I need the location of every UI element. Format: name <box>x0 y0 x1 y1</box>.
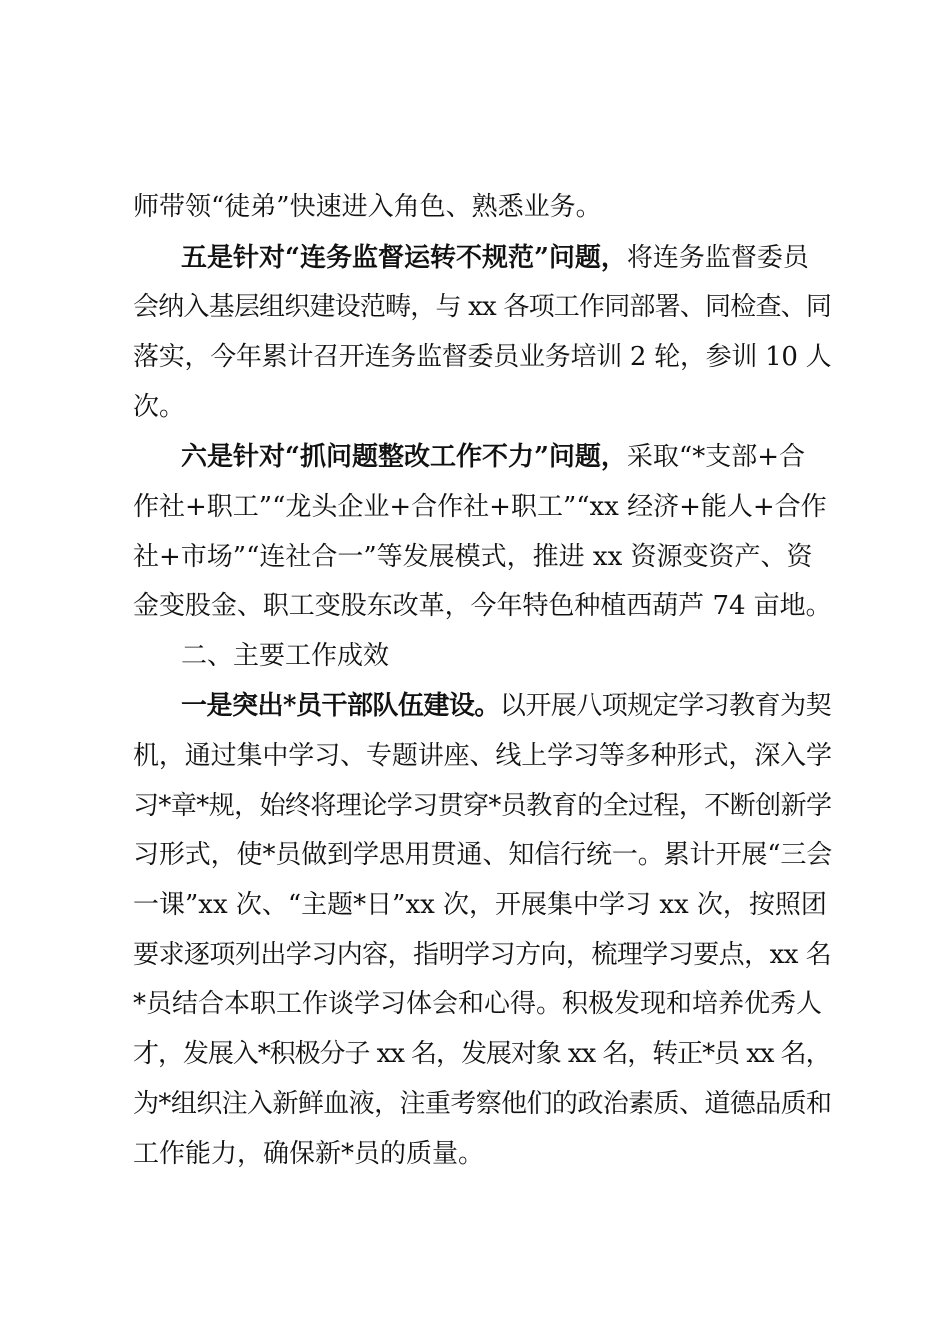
text-line <box>133 1128 832 1180</box>
text-line <box>133 181 832 233</box>
text-line <box>133 1028 832 1080</box>
text-line <box>133 879 832 931</box>
line-text: *员结合本职工作谈学习体会和心得。积极发现和培养优秀人 <box>133 989 823 1019</box>
line-text: 采取“*支部+合 <box>626 442 805 472</box>
line-text: 落实，今年累计召开连务监督委员业务培训 2 轮，参训 10 人 <box>133 342 832 372</box>
line-text: 会纳入基层组织建设范畴，与 xx 各项工作同部署、同检查、同 <box>133 292 832 322</box>
line-text: 二、主要工作成效 <box>181 641 390 671</box>
line-text: 次。 <box>133 392 186 422</box>
text-line <box>181 431 832 483</box>
line-text: 要求逐项列出学习内容，指明学习方向，梳理学习要点，xx 名 <box>133 940 832 970</box>
text-line <box>133 1078 832 1130</box>
text-line <box>133 281 832 333</box>
text-line <box>133 580 832 632</box>
line-text: 师带领“徒弟”快速进入角色、熟悉业务。 <box>133 192 602 222</box>
text-line <box>181 630 832 682</box>
text-line <box>133 531 832 583</box>
line-text: 一课”xx 次、“主题*日”xx 次，开展集中学习 xx 次，按照团 <box>133 890 827 920</box>
line-text: 工作能力，确保新*员的质量。 <box>133 1139 485 1169</box>
text-line <box>133 780 832 832</box>
text-line <box>133 481 832 533</box>
line-text: 金变股金、职工变股东改革，今年特色种植西葫芦 74 亩地。 <box>133 591 832 621</box>
text-line <box>133 730 832 782</box>
text-line <box>133 829 832 881</box>
line-text: 习形式，使*员做到学思用贯通、知信行统一。累计开展“三会 <box>133 840 833 870</box>
line-text: 才，发展入*积极分子 xx 名，发展对象 xx 名，转正*员 xx 名， <box>133 1039 831 1069</box>
line-text: 以开展八项规定学习教育为契 <box>499 691 832 721</box>
bold-lead: 五是针对“连务监督运转不规范”问题， <box>181 243 627 273</box>
text-line <box>181 680 832 732</box>
text-line <box>133 978 832 1030</box>
line-text: 为*组织注入新鲜血液，注重考察他们的政治素质、道德品质和 <box>133 1089 832 1119</box>
line-text: 习*章*规，始终将理论学习贯穿*员教育的全过程，不断创新学 <box>133 791 832 821</box>
line-text: 机，通过集中学习、专题讲座、线上学习等多种形式，深入学 <box>133 741 832 771</box>
line-text: 社+市场”“连社合一”等发展模式，推进 xx 资源变资产、资 <box>133 542 813 572</box>
bold-lead: 六是针对“抓问题整改工作不力”问题， <box>181 442 627 472</box>
text-line <box>133 929 832 981</box>
line-text: 将连务监督委员 <box>626 243 809 273</box>
text-line <box>133 331 832 383</box>
text-line <box>133 381 832 433</box>
text-line <box>181 232 832 284</box>
line-text: 作社+职工”“龙头企业+合作社+职工”“xx 经济+能人+合作 <box>133 492 827 522</box>
bold-lead: 一是突出*员干部队伍建设。 <box>181 691 500 721</box>
